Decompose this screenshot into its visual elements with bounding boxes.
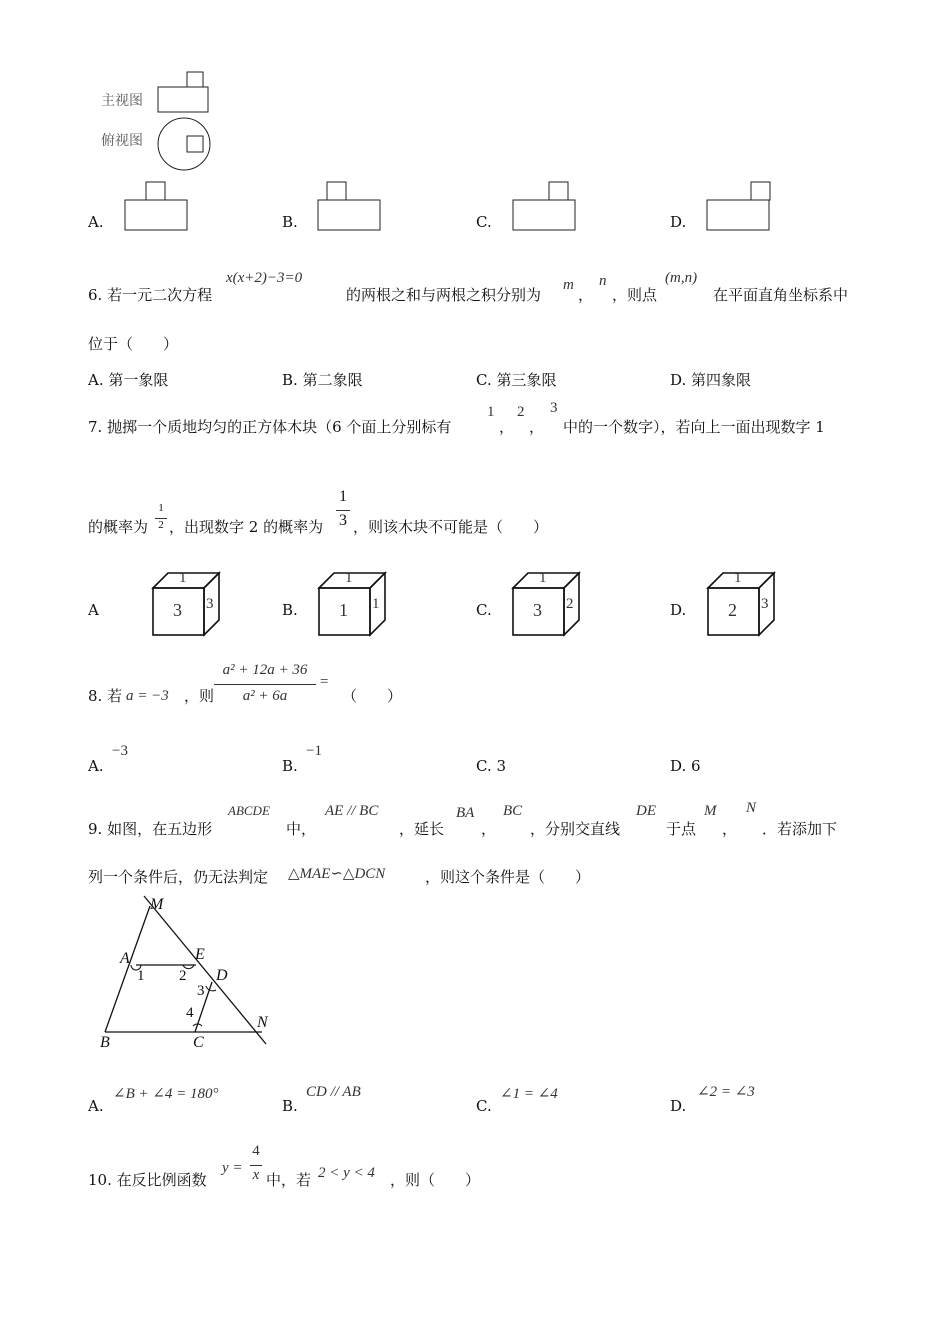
q6-mid2: ，则点 <box>612 286 658 304</box>
q9-t3: ， <box>481 820 497 838</box>
q8-fraction-num: a² + 12a + 36 <box>222 662 308 678</box>
q6-n: n <box>599 273 607 289</box>
cube-a-side: 3 <box>206 596 214 612</box>
q9-t7: ．若添加下 <box>762 820 838 838</box>
cube-c-top: 1 <box>539 570 547 586</box>
q10-mid: 中，若 <box>266 1171 312 1189</box>
fig-angle-2: 2 <box>179 968 187 984</box>
q10-suffix: ，则（ ） <box>390 1171 481 1189</box>
cube-d-side: 3 <box>761 596 769 612</box>
q8-option-a-value: −3 <box>112 743 128 759</box>
q6-option-a[interactable]: A. 第一象限 <box>88 371 169 389</box>
q9-option-b[interactable]: B. <box>282 1097 298 1115</box>
cube-a-top: 1 <box>179 570 187 586</box>
q9-parallel: AE // BC <box>325 803 379 819</box>
q7-option-a[interactable]: A <box>88 601 99 619</box>
q7-number-2: 2 <box>517 404 525 420</box>
q6-option-c[interactable]: C. 第三象限 <box>476 371 557 389</box>
q9-line2-a: 列一个条件后，仍无法判定 <box>88 868 269 886</box>
q5-option-c[interactable]: C. <box>476 213 492 231</box>
q8-option-b-value: −1 <box>306 743 322 759</box>
q9-option-b-text: CD // AB <box>306 1084 361 1100</box>
cube-b-front: 1 <box>339 600 348 620</box>
q8-option-b[interactable]: B. <box>282 757 298 775</box>
q6-m: m <box>563 277 574 293</box>
q9-t5: 于点 <box>666 820 697 838</box>
q8-option-d[interactable]: D. 6 <box>670 757 701 775</box>
q10-frac-num: 4 <box>252 1143 260 1159</box>
q9-option-a-text: ∠B + ∠4 = 180° <box>113 1086 219 1102</box>
q9-ba: BA <box>456 805 475 821</box>
q7-comma-2: ， <box>529 418 545 436</box>
q7-option-c[interactable]: C. <box>476 601 492 619</box>
q6-equation: x(x+2)−3=0 <box>226 270 303 286</box>
fig-label-b: B <box>100 1034 110 1051</box>
cube-d-top: 1 <box>734 570 742 586</box>
q5-option-a[interactable]: A. <box>88 213 104 231</box>
q9-option-d[interactable]: D. <box>670 1097 687 1115</box>
q6-option-b[interactable]: B. 第二象限 <box>282 371 363 389</box>
q7-line2-a: 的概率为 <box>88 518 149 536</box>
cube-a-front: 3 <box>173 600 182 620</box>
q8-option-c[interactable]: C. 3 <box>476 757 507 775</box>
q6-mid: 的两根之和与两根之积分别为 <box>346 286 542 304</box>
q9-option-d-text: ∠2 = ∠3 <box>697 1084 755 1100</box>
fig-label-e: E <box>195 946 205 963</box>
q7-number-1: 1 <box>487 404 495 420</box>
q8-option-a[interactable]: A. <box>88 757 104 775</box>
q9-prefix: 9. 如图，在五边形 <box>88 820 213 838</box>
q7-option-d[interactable]: D. <box>670 601 687 619</box>
fig-label-m: M <box>150 896 164 913</box>
q9-t2: ，延长 <box>399 820 445 838</box>
q7-frac1-num: 1 <box>158 502 164 514</box>
fig-angle-3: 3 <box>197 983 205 999</box>
q8-suffix: （ ） <box>342 687 403 705</box>
q9-de: DE <box>636 803 656 819</box>
q10-condition: 2 < y < 4 <box>318 1165 375 1181</box>
front-view-label: 主视图 <box>101 93 143 109</box>
q9-t6: ， <box>722 820 738 838</box>
cube-b-side: 1 <box>372 596 380 612</box>
q6-line2: 位于（ ） <box>88 335 179 353</box>
q9-option-c[interactable]: C. <box>476 1097 492 1115</box>
cube-c-side: 2 <box>566 596 574 612</box>
q6-point: (m,n) <box>665 270 698 286</box>
q7-prefix: 7. 抛掷一个质地均匀的正方体木块（6 个面上分别标有 <box>88 418 452 436</box>
cube-d-front: 2 <box>728 600 737 620</box>
cube-c-front: 3 <box>533 600 542 620</box>
q8-condition: a = −3 <box>126 688 169 704</box>
q7-frac2-den: 3 <box>339 512 347 529</box>
q9-pentagon: ABCDE <box>228 803 270 818</box>
q7-line2-b: ，出现数字 2 的概率为 <box>169 518 324 536</box>
q8-prefix: 8. 若 <box>88 687 123 705</box>
q9-option-c-text: ∠1 = ∠4 <box>500 1086 558 1102</box>
q9-t1: 中， <box>286 820 317 838</box>
q7-suffix: 中的一个数字），若向上一面出现数字 1 <box>563 418 825 436</box>
q9-t4: ，分别交直线 <box>530 820 621 838</box>
cube-b-top: 1 <box>345 570 353 586</box>
q7-frac1-den: 2 <box>158 519 164 531</box>
q9-similar: △MAE∽△DCN <box>288 866 386 882</box>
q8-equals: = <box>320 674 329 690</box>
q7-comma-1: ， <box>499 418 515 436</box>
q7-option-b[interactable]: B. <box>282 601 298 619</box>
q10-frac-den: x <box>252 1167 260 1183</box>
q6-prefix: 6. 若一元二次方程 <box>88 286 213 304</box>
q8-fraction-den: a² + 6a <box>242 688 288 704</box>
q6-comma: ， <box>578 286 594 304</box>
fig-label-a: A <box>120 950 130 967</box>
fig-label-c: C <box>193 1034 204 1051</box>
top-view-label: 俯视图 <box>101 133 143 149</box>
q8-mid: ，则 <box>184 687 215 705</box>
q10-frac-bar <box>250 1165 262 1166</box>
q5-option-d[interactable]: D. <box>670 213 687 231</box>
q7-number-3: 3 <box>550 400 558 416</box>
q6-suffix: 在平面直角坐标系中 <box>713 286 849 304</box>
q9-option-a[interactable]: A. <box>88 1097 104 1115</box>
q9-point-m: M <box>704 803 717 819</box>
q7-line2-c: ，则该木块不可能是（ ） <box>353 518 549 536</box>
q7-frac2-num: 1 <box>339 488 347 505</box>
fig-label-n: N <box>257 1014 268 1031</box>
fig-angle-1: 1 <box>137 968 145 984</box>
fig-angle-4: 4 <box>186 1005 194 1021</box>
q6-option-d[interactable]: D. 第四象限 <box>670 371 752 389</box>
q9-line2-b: ，则这个条件是（ ） <box>425 868 591 886</box>
q5-option-b[interactable]: B. <box>282 213 298 231</box>
fig-label-d: D <box>216 967 228 984</box>
q10-y: y = <box>222 1160 243 1176</box>
q9-point-n: N <box>746 800 757 816</box>
q9-bc: BC <box>503 803 523 819</box>
q10-prefix: 10. 在反比例函数 <box>88 1171 207 1189</box>
